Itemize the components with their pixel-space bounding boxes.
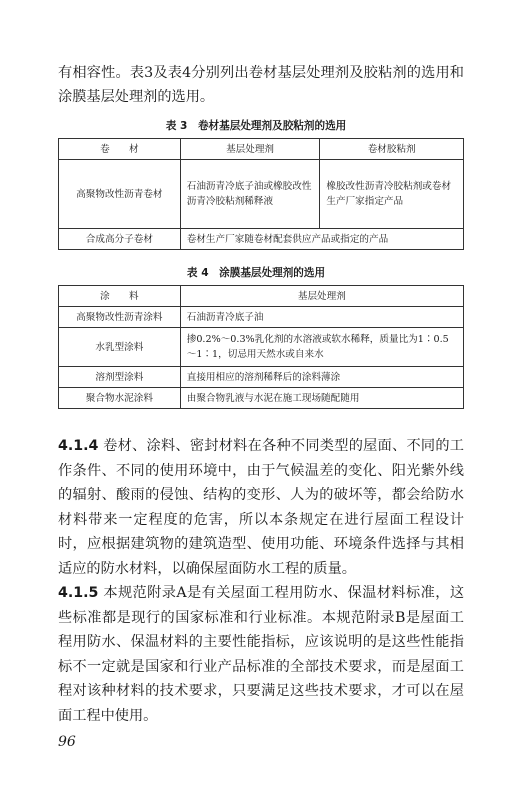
table4-cell: 石油沥青冷底子油	[180, 307, 463, 328]
table-row	[59, 388, 464, 409]
section-number: 4.1.4	[58, 438, 99, 454]
table-row	[59, 160, 464, 229]
table4-cell: 掺0.2%～0.3%乳化剂的水溶液或软水稀释，质量比为1∶0.5～1∶1，切忌用天然水或自来水	[180, 328, 463, 367]
table-row	[59, 229, 464, 250]
table4-title: 表 4 涂膜基层处理剂的选用	[186, 267, 326, 279]
table4	[58, 285, 464, 409]
table-row	[59, 307, 464, 328]
table3-header-cell: 卷 材	[59, 139, 181, 160]
table3-header-row	[59, 139, 464, 160]
body-text	[58, 434, 464, 728]
table3-cell: 石油沥青冷底子油或橡胶改性沥青冷胶粘剂稀释液	[180, 160, 320, 229]
table4-cell: 聚合物水泥涂料	[59, 388, 181, 409]
section-paragraph	[58, 581, 464, 728]
section-number: 4.1.5	[58, 585, 99, 601]
table3-cell: 合成高分子卷材	[59, 229, 181, 250]
table4-header-cell: 基层处理剂	[180, 286, 463, 307]
table4-header-cell: 涂 料	[59, 286, 181, 307]
table3-header-cell: 基层处理剂	[180, 139, 320, 160]
table3-header-cell: 卷材胶粘剂	[320, 139, 464, 160]
section-text: 本规范附录A是有关屋面工程用防水、保温材料标准，这些标准都是现行的国家标准和行业标准。本规范附录B是屋面工程用防水、保温材料的主要性能指标，应该说明的是这些性能指标不一定就是国家和行业产品标准的全部技术要求，而是屋面工程对该种材料的技术要求，只要满足这些技术要求，才可以在屋面工程中使用。	[58, 585, 465, 724]
page-number: 96	[58, 734, 76, 750]
table4-cell: 直接用相应的溶剂稀释后的涂料薄涂	[180, 367, 463, 388]
table-row	[59, 367, 464, 388]
section-paragraph	[58, 434, 464, 581]
table3	[58, 138, 464, 250]
intro-paragraph: 有相容性。表3及表4分别列出卷材基层处理剂及胶粘剂的选用和涂膜基层处理剂的选用。	[58, 65, 464, 105]
table3-title: 表 3 卷材基层处理剂及胶粘剂的选用	[165, 120, 347, 132]
section-text: 卷材、涂料、密封材料在各种不同类型的屋面、不同的工作条件、不同的使用环境中，由于气候温差的变化、阳光紫外线的辐射、酸雨的侵蚀、结构的变形、人为的破坏等，都会给防水材料带来一定程度的危害，所以本条规定在进行屋面工程设计时，应根据建筑物的建筑造型、使用功能、环境条件选择与其相适应的防水材料，以确保屋面防水工程的质量。	[58, 438, 464, 577]
table4-cell: 溶剂型涂料	[59, 367, 181, 388]
table4-header-row	[59, 286, 464, 307]
table3-cell: 橡胶改性沥青冷胶粘剂或卷材生产厂家指定产品	[320, 160, 464, 229]
table4-cell: 水乳型涂料	[59, 328, 181, 367]
table4-cell: 由聚合物乳液与水泥在施工现场随配随用	[180, 388, 463, 409]
table3-cell: 高聚物改性沥青卷材	[59, 160, 181, 229]
table3-cell: 卷材生产厂家随卷材配套供应产品或指定的产品	[180, 229, 463, 250]
table-row	[59, 328, 464, 367]
table4-cell: 高聚物改性沥青涂料	[59, 307, 181, 328]
